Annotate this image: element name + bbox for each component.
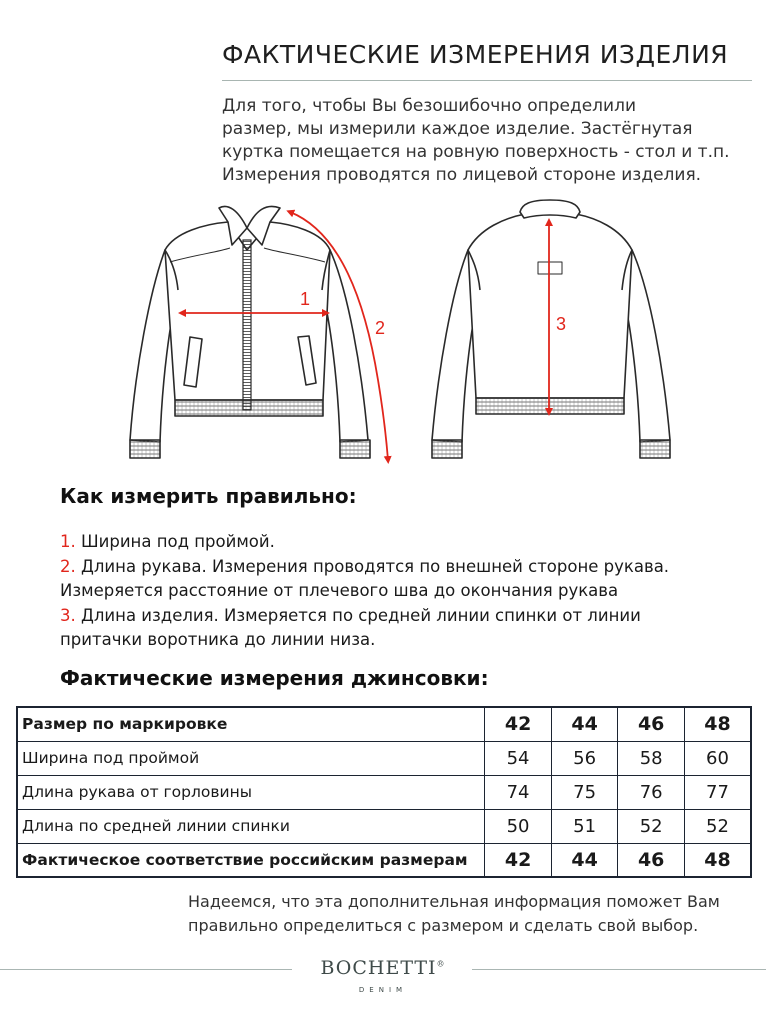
closing-note — [188, 890, 720, 938]
cell-value: 74 — [485, 775, 552, 809]
table-row — [17, 809, 751, 843]
step-number: 1. — [60, 532, 76, 551]
table-row — [17, 707, 751, 741]
step-line — [60, 579, 669, 604]
cell-value: 58 — [618, 741, 685, 775]
cell-value: 50 — [485, 809, 552, 843]
measure-width-label: 1 — [300, 289, 311, 309]
step-text: Длина изделия. Измеряется по средней линии спинки от линии — [75, 605, 641, 625]
table-row — [17, 741, 751, 775]
title-divider — [222, 80, 752, 81]
closing-line: Надеемся, что эта дополнительная информация поможет Вам — [188, 892, 720, 911]
cell-value: 44 — [551, 707, 618, 741]
brand-subtitle: DENIM — [358, 986, 408, 994]
step-text: притачки воротника до линии низа. — [60, 630, 376, 649]
step-line — [60, 604, 669, 629]
jacket-measurement-diagram — [0, 180, 766, 470]
cell-value: 76 — [618, 775, 685, 809]
measure-length-label: 3 — [556, 314, 567, 334]
closing-line: правильно определиться с размером и сделать свой выбор. — [188, 916, 699, 935]
step-number: 3. — [60, 605, 76, 625]
intro-line: Измерения проводятся по лицевой стороне изделия. — [222, 165, 702, 185]
cell-value: 42 — [485, 843, 552, 877]
brand-name: BOCHETTI — [320, 957, 437, 979]
footer-divider-right — [472, 969, 766, 970]
registered-mark: ® — [436, 959, 446, 969]
cell-value: 77 — [684, 775, 751, 809]
intro-line: размер, мы измерили каждое изделие. Застёгнутая — [222, 119, 693, 139]
measure-sleeve-label: 2 — [375, 318, 386, 338]
row-label: Ширина под проймой — [17, 741, 485, 775]
step-text: Измеряется расстояние от плечевого шва до окончания рукава — [60, 581, 619, 600]
table-row — [17, 775, 751, 809]
brand-logo — [300, 957, 466, 979]
cell-value: 44 — [551, 843, 618, 877]
cell-value: 46 — [618, 843, 685, 877]
measure-steps — [60, 530, 669, 653]
jacket-back — [432, 200, 670, 458]
step-text: Длина рукава. Измерения проводятся по внешней стороне рукава. — [75, 556, 670, 576]
cell-value: 52 — [684, 809, 751, 843]
step-number: 2. — [60, 556, 76, 576]
step-line — [60, 628, 669, 653]
cell-value: 48 — [684, 843, 751, 877]
cell-value: 54 — [485, 741, 552, 775]
row-label: Длина рукава от горловины — [17, 775, 485, 809]
how-to-measure-heading: Как измерить правильно: — [60, 484, 357, 508]
cell-value: 48 — [684, 707, 751, 741]
cell-value: 60 — [684, 741, 751, 775]
intro-line: Для того, чтобы Вы безошибочно определили — [222, 96, 637, 116]
step-text: Ширина под проймой. — [75, 532, 275, 551]
page-title: ФАКТИЧЕСКИЕ ИЗМЕРЕНИЯ ИЗДЕЛИЯ — [222, 40, 729, 69]
row-label: Длина по средней линии спинки — [17, 809, 485, 843]
cell-value: 42 — [485, 707, 552, 741]
cell-value: 51 — [551, 809, 618, 843]
zipper — [243, 240, 251, 410]
cell-value: 75 — [551, 775, 618, 809]
size-table — [16, 706, 752, 878]
row-label: Фактическое соответствие российским размерам — [17, 843, 485, 877]
intro-text — [222, 95, 742, 187]
cell-value: 46 — [618, 707, 685, 741]
table-row — [17, 843, 751, 877]
footer-divider-left — [0, 969, 292, 970]
row-label: Размер по маркировке — [17, 707, 485, 741]
step-line — [60, 555, 669, 580]
step-line — [60, 530, 669, 555]
intro-line: куртка помещается на ровную поверхность - стол и т.п. — [222, 142, 730, 162]
cell-value: 56 — [551, 741, 618, 775]
size-table-heading: Фактические измерения джинсовки: — [60, 666, 489, 690]
cell-value: 52 — [618, 809, 685, 843]
